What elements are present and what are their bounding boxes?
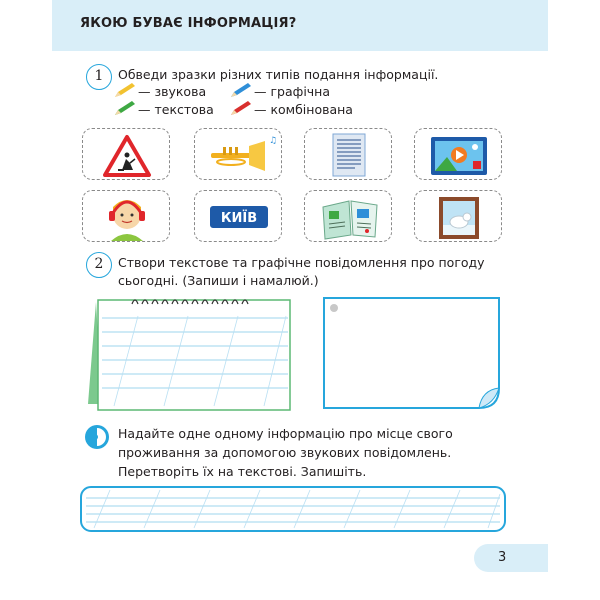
- writing-lines-area[interactable]: [80, 486, 506, 532]
- child-with-headphones-icon: [83, 191, 171, 243]
- discussion-line-2: проживання за допомогою звукових повідомлень.: [118, 445, 452, 460]
- framed-painting-icon: [415, 191, 503, 243]
- document-icon: [305, 129, 393, 181]
- video-player-icon: [415, 129, 503, 181]
- city-sign: [195, 191, 283, 243]
- legend-combined: — комбінована: [254, 102, 353, 117]
- discussion-icon: [84, 424, 110, 450]
- drawing-area[interactable]: [322, 296, 501, 410]
- discussion-task-text: [118, 424, 498, 481]
- task1-instruction: Обведи зразки різних типів подання інформації.: [118, 67, 439, 82]
- card-road-sign[interactable]: [82, 128, 170, 180]
- discussion-line-3: Перетворіть їх на текстові. Запишіть.: [118, 464, 367, 479]
- trumpet-icon: [195, 129, 283, 181]
- legend-graphic: — графічна: [254, 84, 331, 99]
- discussion-line-1: Надайте одне одному інформацію про місце свого: [118, 426, 453, 441]
- page-header: [52, 0, 548, 51]
- task-number-1: 1: [86, 64, 112, 90]
- spiral-notebook-writing-area[interactable]: [88, 296, 292, 412]
- page-number: 3: [498, 550, 507, 565]
- illustrated-book-icon: [305, 191, 393, 243]
- yellow-pencil-icon: [114, 82, 136, 98]
- card-headphones-kid[interactable]: [82, 190, 170, 242]
- card-document[interactable]: [304, 128, 392, 180]
- task2-instruction-line1: Створи текстове та графічне повідомлення про погоду: [118, 255, 485, 270]
- card-open-book[interactable]: [304, 190, 392, 242]
- city-sign-text: КИЇВ: [220, 211, 258, 226]
- legend-sound: — звукова: [138, 84, 207, 99]
- task2-instruction-line2: сьогодні. (Запиши і намалюй.): [118, 273, 319, 288]
- blue-pencil-icon: [230, 82, 252, 98]
- card-city-sign[interactable]: [194, 190, 282, 242]
- card-painting[interactable]: [414, 190, 502, 242]
- green-pencil-icon: [114, 100, 136, 116]
- task-number-2: 2: [86, 252, 112, 278]
- road-work-sign-icon: [83, 129, 171, 181]
- svg-text:♫: ♫: [269, 136, 278, 146]
- red-pencil-icon: [230, 100, 252, 116]
- card-video-player[interactable]: [414, 128, 502, 180]
- card-trumpet[interactable]: [194, 128, 282, 180]
- page-number-tab: [474, 544, 548, 572]
- page-title: ЯКОЮ БУВАЄ ІНФОРМАЦІЯ?: [80, 16, 297, 31]
- legend-text: — текстова: [138, 102, 214, 117]
